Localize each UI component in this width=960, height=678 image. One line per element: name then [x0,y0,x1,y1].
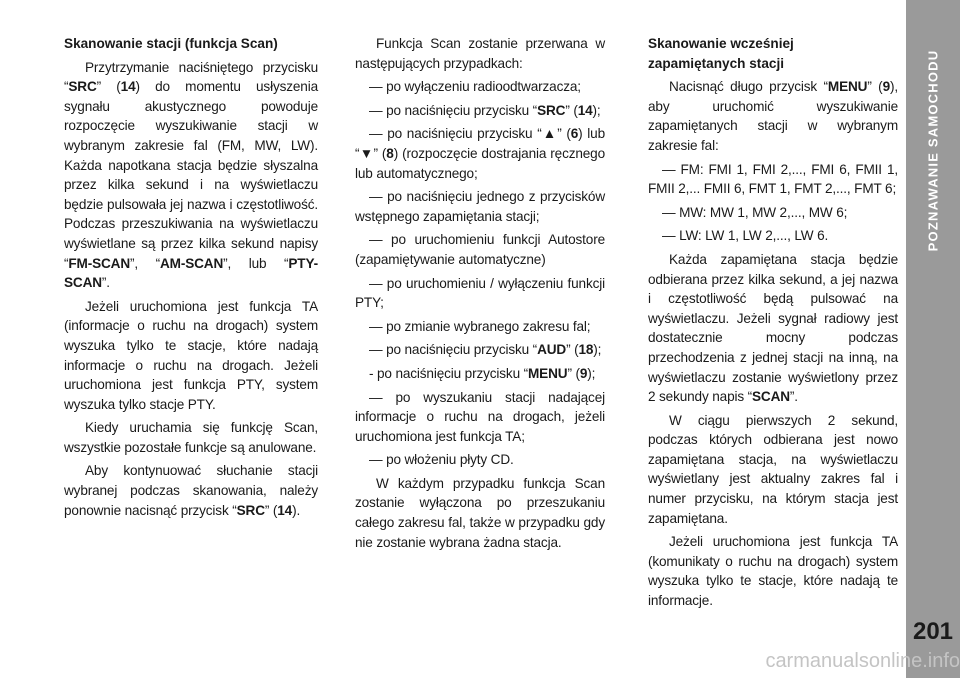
list-item: — po naciśnięciu jednego z przycisków wstępnego zapamiętania stacji; [355,189,605,224]
watermark: carmanualsonline.info [765,650,960,672]
list-item: — LW: LW 1, LW 2,..., LW 6. [662,228,829,244]
interrupt-cases-list [355,77,605,470]
paragraph-first-seconds: W ciągu pierwszych 2 sekund, podczas których odbierana jest nowo zapamiętana stacja, na wyświetlaczu wyświetlany jest aktualny zakres fal i numer przycisku, na którym stacja jest zapamiętana. [648,412,898,526]
list-item: — po naciśnięciu przycisku “▲” (6) lub “▼” (8) (rozpoczęcie dostrajania ręcznego lub automatycznego; [355,126,606,181]
list-item: — po uruchomieniu funkcji Autostore (zapamiętywanie automatyczne) [355,232,605,267]
section-title: POZNAWANIE SAMOCHODU [925,49,941,251]
heading-station-scan: Skanowanie stacji (funkcja Scan) [64,36,278,51]
heading-preset-scan-line1: Skanowanie wcześniej [648,36,794,51]
list-item: — po naciśnięciu przycisku “AUD” (18); [369,342,602,358]
paragraph-preset-display: Każda zapamiętana stacja będzie odbierana przez kilka sekund, a jej nazwa i częstotliwość będą pulsować na wyświetlaczu. Jeżeli sygnał radiowy jest dostatecznie mocny podczas przechodzenia z jednej stacji na inną, na wyświetlaczu zostanie wyświetlony przez 2 sekundy napis “SCAN”. [648,251,898,405]
page-number: 201 [912,618,954,645]
list-item: — po wyłączeniu radioodtwarzacza; [369,79,581,95]
paragraph-scan-intro: Przytrzymanie naciśniętego przycisku “SRC” (14) do momentu usłyszenia sygnału akustycznego powoduje rozpoczęcie wyszukiwanie stacji w wybranym zakresie fal (FM, MW, LW). Każda napotkana stacja będzie słyszalna przez kilka sekund i na wyświetlaczu będzie pulsowała jej nazwa i częstotliwość. Podczas przeszukiwania na wyświetlaczu wyświetlane są przez kilka sekund napisy “FM-SCAN”, “AM-SCAN”, lub “PTY-SCAN”. [64,59,318,291]
heading-preset-scan-line2: zapamiętanych stacji [648,55,784,71]
list-item: — po włożeniu płyty CD. [369,452,514,468]
list-item: — po naciśnięciu przycisku “SRC” (14); [369,102,601,118]
column-1 [64,34,318,524]
list-item: — po wyszukaniu stacji nadającej informacje o ruchu na drogach, jeżeli uruchomiona jest funkcja TA; [355,389,605,444]
column-2 [355,34,605,556]
section-title-container [906,0,960,300]
list-item: - po naciśnięciu przycisku “MENU” (9); [369,365,596,381]
paragraph-scan-end: W każdym przypadku funkcja Scan zostanie wyłączona po przeszukaniu całego zakresu fal, także w przypadku gdy nie zostanie wybrana żadna stacja. [355,475,605,550]
list-item: — po zmianie wybranego zakresu fal; [369,318,591,334]
column-3 [648,34,898,615]
paragraph-continue-listening: Aby kontynuować słuchanie stacji wybranej podczas skanowania, należy ponownie nacisnąć przycisk “SRC” (14). [64,463,318,518]
paragraph-functions-cancelled: Kiedy uruchamia się funkcję Scan, wszystkie pozostałe funkcje są anulowane. [64,420,318,455]
heading-preset-scan [648,34,898,73]
paragraph-preset-scan-start: Nacisnąć długo przycisk “MENU” (9), aby uruchomić wyszukiwanie zapamiętanych stacji w wybranym zakresie fal: [648,79,898,153]
paragraph-scan-interrupted: Funkcja Scan zostanie przerwana w następujących przypadkach: [355,36,605,71]
paragraph-ta-pty: Jeżeli uruchomiona jest funkcja TA (informacje o ruchu na drogach) system wyszuka tylko te stacje, które nadają informacje o ruchu na drogach. Jeżeli uruchomiona jest funkcja PTY, system wyszuka tylko stacje PTY. [64,298,318,412]
paragraph-ta-presets: Jeżeli uruchomiona jest funkcja TA (komunikaty o ruchu na drogach) system wyszuka tylko te stacje, które nadają te informacje. [648,534,898,609]
band-presets-list [648,160,898,246]
list-item: — FM: FMI 1, FMI 2,..., FMI 6, FMII 1, FMII 2,... FMII 6, FMT 1, FMT 2,..., FMT 6; [648,161,898,197]
list-item: — MW: MW 1, MW 2,..., MW 6; [662,204,848,220]
list-item: — po uruchomieniu / wyłączeniu funkcji PTY; [355,275,605,311]
